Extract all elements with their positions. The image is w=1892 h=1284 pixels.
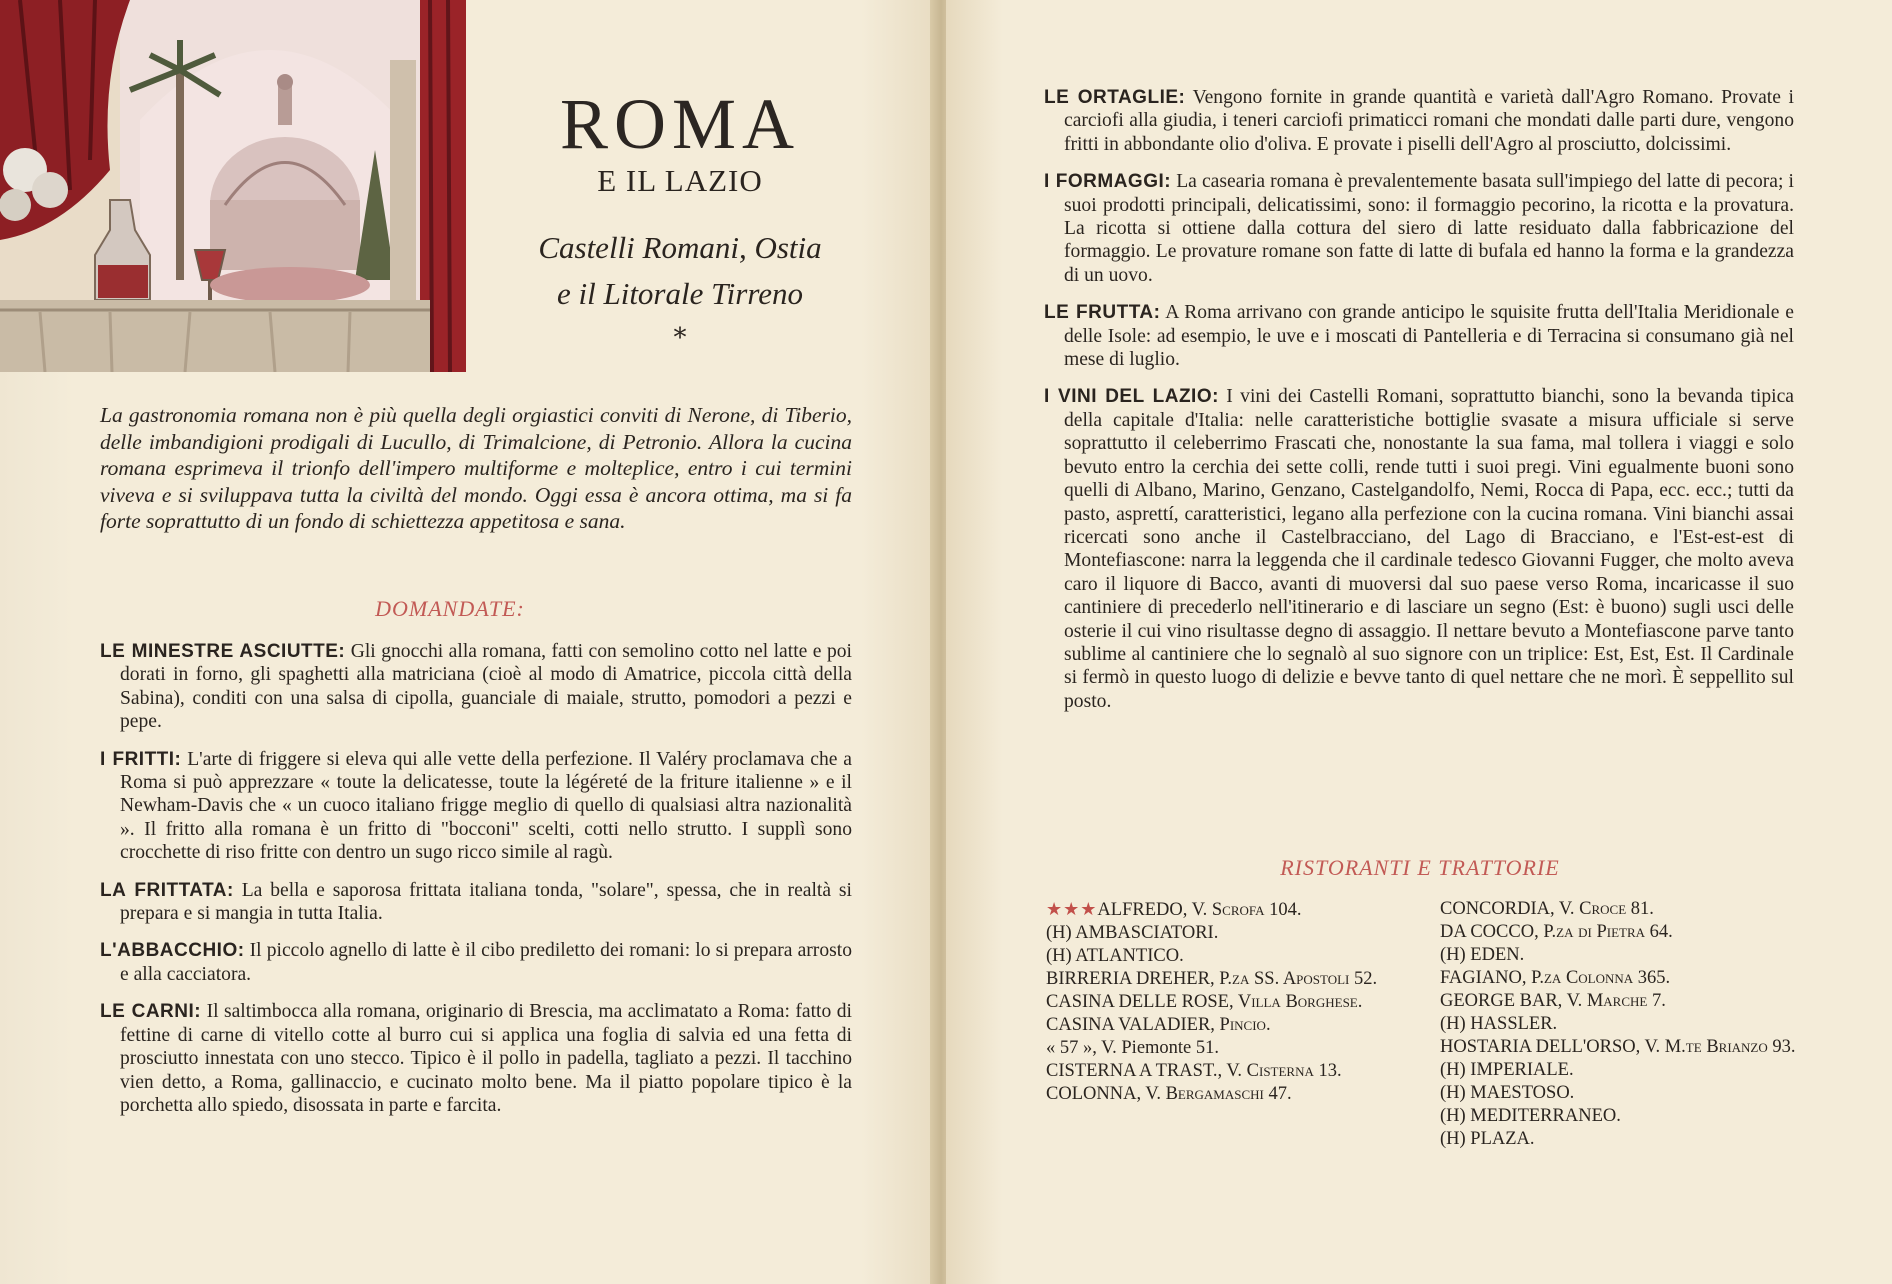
restaurant-item: CASINA DELLE ROSE, Villa Borghese. [1046, 992, 1363, 1012]
entry-frutta [1044, 301, 1794, 371]
left-entries [100, 640, 852, 1131]
restaurant-item: (H) MAESTOSO. [1440, 1083, 1575, 1103]
entry-text: La casearia romana è prevalentemente basata sull'impiego del latte di pecora; i suoi prodotti principali, delicatissimi, sono: il formaggio pecorino, la ricotta e la provatura. La ricotta si ottiene dalla cottura del siero di latte residuato dalla fabbricazione del formaggio. Le provature romane son fatte di latte di bufala ed hanno la forma e la grandezza di un uovo. [1064, 171, 1794, 286]
entry-text: Vengono fornite in grande quantità e varietà dall'Agro Romano. Provate i carciofi alla giudia, i teneri carciofi primaticci romani che mondati dalle parti dure, vengono fritti in abbondante olio d'oliva. E provate i piselli dell'Agro al prosciutto, dolcissimi. [1064, 87, 1794, 155]
restaurant-item: (H) HASSLER. [1440, 1014, 1558, 1034]
entry-vini [1044, 385, 1794, 713]
rating-stars: ★★★ [1046, 899, 1098, 919]
restaurant-item: COLONNA, V. Bergamaschi 47. [1046, 1084, 1292, 1104]
page-subtitle: E IL LAZIO [597, 163, 763, 198]
star-ornament: * [673, 323, 687, 353]
restaurant-list-col-2 [1440, 898, 1820, 1151]
entry-text: I vini dei Castelli Romani, soprattutto bianchi, sono la bevanda tipica della capitale d'Italia: nelle caratteristiche bottiglie svasate a misura ufficiale si serve soprattutto il celeberrimo Frascati che, nonostante la sua fama, mal tollera i viaggi e solo bevuto entro la cerchia dei sette colli, rende tutti i suoi pregi. Vini egualmente buoni sono quelli di Albano, Marino, Genzano, Castelgandolfo, Nemi, Rocca di Papa, ecc. ecc.; tutti da pasto, asprettí, caratteristici, legano alla perfezione con la cucina romana. Vini bianchi assai ricercati sono anche il Castelbracciano, del Lago di Bracciano, e l'Est-est-est di Montefiascone: narra la leggenda che il cardinale tedesco Giovanni Fugger, che molto aveva caro il liquore di Bacco, avanti di muoversi dal suo paese verso Roma, incaricasse il suo cantiniere di precederlo nell'itinerario e di lasciare un segno (Est: è buono) sugli usci delle osterie il cui vino risultasse degno di assaggio. Il nettare bevuto a Montefiascone parve tanto sublime al cantiniere che lo segnalò al suo signore con un triplice: Est, Est, Est. Il Cardinale si fermò in questo luogo di delizie e bevve tanto di quel nettare che ne morì. È seppellito sul posto. [1064, 386, 1794, 712]
entry-label: LE FRUTTA: [1044, 302, 1161, 324]
restaurant-item: BIRRERIA DREHER, P.za SS. Apostoli 52. [1046, 969, 1378, 989]
entry-label: LA FRITTATA: [100, 879, 234, 901]
entry-minestre [100, 640, 852, 734]
restaurant-item: (H) MEDITERRANEO. [1440, 1106, 1621, 1126]
restaurant-item: (H) IMPERIALE. [1440, 1060, 1574, 1080]
restaurant-item: HOSTARIA DELL'ORSO, V. M.te Brianzo 93. [1440, 1037, 1796, 1057]
illustration-drawing [0, 0, 466, 372]
region-subtitle-line-2: e il Litorale Tirreno [556, 276, 804, 311]
restaurant-item: « 57 », V. Piemonte 51. [1046, 1038, 1220, 1058]
restaurant-item: CISTERNA A TRAST., V. Cisterna 13. [1046, 1061, 1342, 1081]
page-title: ROMA [559, 84, 801, 164]
entry-frittata [100, 879, 852, 926]
restaurant-item: (H) ATLANTICO. [1046, 946, 1184, 966]
restaurant-item: ★★★ALFREDO, V. Scrofa 104. [1046, 899, 1302, 920]
restaurant-item: FAGIANO, P.za Colonna 365. [1440, 968, 1671, 988]
entry-label: L'ABBACCHIO: [100, 940, 245, 962]
entry-text: A Roma arrivano con grande anticipo le squisite frutta dell'Italia Meridionale e delle Isole: ad esempio, le uve e i moscati di Pantelleria e di Terracina si consumano già nel mese di luglio. [1064, 302, 1794, 371]
entry-text: Il saltimbocca alla romana, originario di Brescia, ma acclimatato a Roma: fatto di fettine di carne di vitello cotte al burro cui si applica una foglia di salvia ed una fetta di prosciutto innestata con uno stecco. Tipico è il pollo in padella, tagliato a pezzi. Il tacchino vien detto, a Roma, gallinaccio, e cucinato molto bene. Ma il piatto popolare tipico è la porchetta allo spiedo, disossata in parte e farcita. [120, 1001, 852, 1116]
entry-text: La bella e saporosa frittata italiana tonda, "solare", spessa, che in realtà si prepara e si mangia in tutta Italia. [120, 879, 852, 925]
restaurant-item: DA COCCO, P.za di Pietra 64. [1440, 922, 1673, 942]
entry-carni [100, 1000, 852, 1117]
entry-text: Il piccolo agnello di latte è il cibo prediletto dei romani: lo si prepara arrosto e alla cacciatora. [120, 940, 852, 985]
intro-paragraph: La gastronomia romana non è più quella degli orgiastici conviti di Nerone, di Tiberio, delle imbandigioni prodigali di Lucullo, di Trimalcione, di Petronio. Allora la cucina romana esprimeva il trionfo dell'impero multiforme e molteplice, entro i cui termini viveva e si sviluppava tutta la civiltà del mondo. Oggi essa è ancora ottima, ma si fa forte soprattutto di un fondo di schiettezza appetitosa e sana. [100, 403, 852, 533]
region-subtitle-line-1: Castelli Romani, Ostia [538, 230, 822, 265]
st-peters-illustration [0, 0, 466, 372]
entry-abbacchio [100, 939, 852, 986]
entry-label: LE CARNI: [100, 1001, 202, 1023]
entry-label: I FORMAGGI: [1044, 171, 1172, 193]
entry-ortaglie [1044, 86, 1794, 156]
restaurant-item: CASINA VALADIER, Pincio. [1046, 1015, 1271, 1035]
entry-label: I FRITTI: [100, 748, 182, 770]
section-heading-ristoranti: RISTORANTI E TRATTORIE [1280, 855, 1560, 880]
right-entries [1044, 86, 1794, 727]
entry-formaggi [1044, 170, 1794, 287]
restaurant-item: GEORGE BAR, V. Marche 7. [1440, 991, 1666, 1011]
left-page [0, 0, 936, 1284]
restaurant-item: (H) EDEN. [1440, 945, 1525, 965]
section-heading-domandate: DOMANDATE: [375, 596, 525, 621]
restaurant-item: CONCORDIA, V. Croce 81. [1440, 899, 1654, 919]
region-subtitle [490, 225, 870, 317]
entry-label: LE MINESTRE ASCIUTTE: [100, 641, 346, 662]
entry-text: Gli gnocchi alla romana, fatti con semolino cotto nel latte e poi dorati in forno, gli spaghetti alla matriciana (cioè al modo di Amatrice, piccola città della Sabina), conditi con una salsa di cipolla, guanciale di maiale, strutto, pomodori a pezzi e pepe. [120, 641, 852, 733]
entry-label: I VINI DEL LAZIO: [1044, 386, 1219, 408]
entry-label: LE ORTAGLIE: [1044, 87, 1186, 108]
restaurant-item: (H) AMBASCIATORI. [1046, 923, 1219, 943]
entry-text: L'arte di friggere si eleva qui alle vette della perfezione. Il Valéry proclamava che a Roma si può apprezzare « toute la delicatesse, toute la légéreté de la friture italienne » e il Newham-Davis che « un cuoco italiano frigge meglio di quello di qualsiasi altra nazionalità ». Il fritto alla romana è un fritto di "bocconi" scelti, cotti nello strutto. I supplì sono crocchette di riso fritte con dentro un sugo ricco simile al ragù. [120, 748, 852, 864]
restaurant-item: (H) PLAZA. [1440, 1129, 1535, 1149]
restaurant-list-col-1 [1046, 898, 1406, 1106]
entry-fritti [100, 748, 852, 865]
